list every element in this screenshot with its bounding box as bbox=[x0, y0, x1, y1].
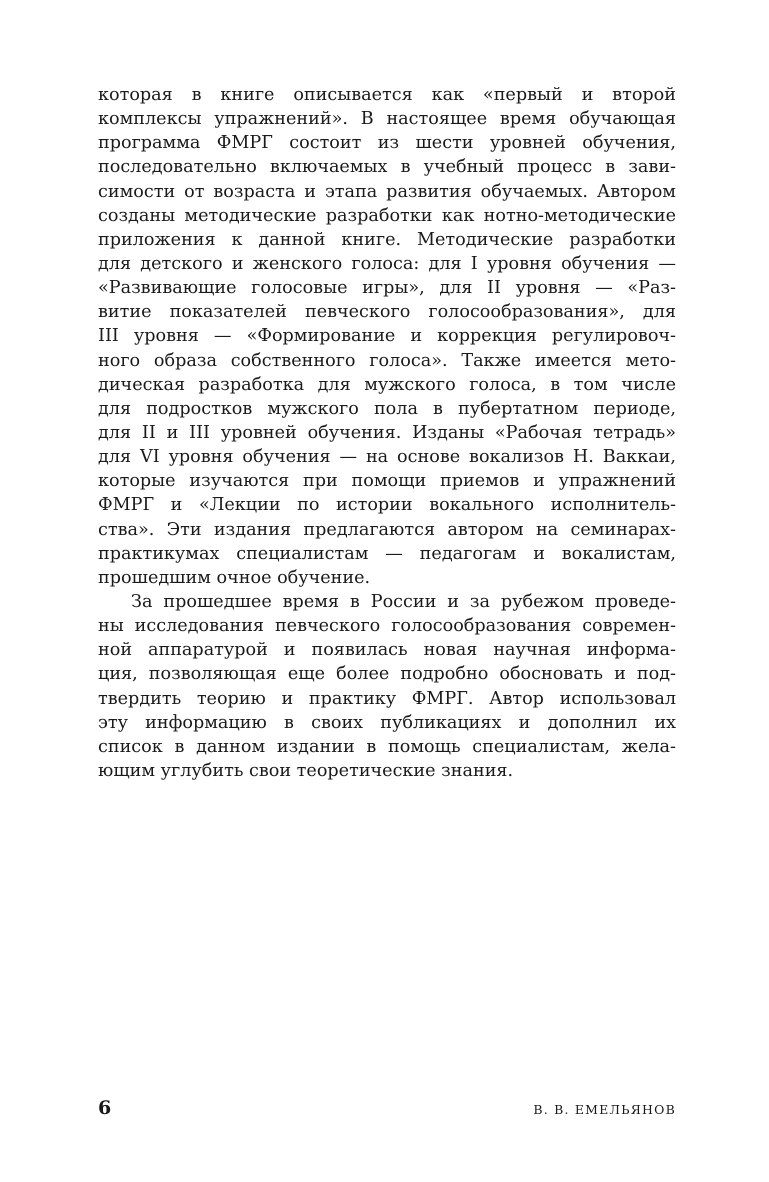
text-line: эту информацию в своих публикациях и дополнил их bbox=[98, 712, 676, 733]
text-line: твердить теорию и практику ФМРГ. Автор использовал bbox=[98, 688, 676, 709]
text-line: список в данном издании в помощь специалистам, жела- bbox=[98, 736, 676, 757]
text-line: ФМРГ и «Лекции по истории вокального исполнитель- bbox=[98, 495, 676, 516]
text-line: ства». Эти издания предлагаются автором на семинарах- bbox=[98, 519, 676, 540]
text-line: для детского и женского голоса: для I уровня обучения — bbox=[98, 253, 676, 274]
text-line: которая в книге описывается как «первый и второй bbox=[98, 85, 676, 105]
text-line: практикумах специалистам — педагогам и вокалистам, bbox=[98, 543, 676, 564]
text-line: для VI уровня обучения — на основе вокализов Н. Ваккаи, bbox=[98, 447, 676, 468]
text-line: симости от возраста и этапа развития обучаемых. Автором bbox=[98, 181, 676, 202]
text-line: программа ФМРГ состоит из шести уровней обучения, bbox=[98, 133, 676, 154]
running-footer-author: В. В. ЕМЕЛЬЯНОВ bbox=[533, 1102, 676, 1117]
body-text bbox=[98, 83, 676, 783]
text-line: За прошедшее время в России и за рубежом проведе- bbox=[131, 591, 676, 612]
text-line: «Развивающие голосовые игры», для II уровня — «Раз- bbox=[98, 278, 676, 299]
text-line: дическая разработка для мужского голоса, в том числе bbox=[98, 374, 676, 395]
page-number: 6 bbox=[98, 1097, 112, 1119]
text-line: ция, позволяющая еще более подробно обосновать и под- bbox=[98, 664, 676, 685]
text-line: III уровня — «Формирование и коррекция регулировоч- bbox=[98, 326, 676, 347]
text-line: последовательно включаемых в учебный процесс в зави- bbox=[98, 157, 676, 178]
paragraph-1 bbox=[98, 83, 676, 590]
text-line: ной аппаратурой и появилась новая научная информа- bbox=[98, 640, 676, 661]
text-line: ного образа собственного голоса». Также имеется мето- bbox=[98, 350, 676, 371]
text-line: для II и III уровней обучения. Изданы «Рабочая тетрадь» bbox=[98, 422, 676, 443]
text-line: витие показателей певческого голосообразования», для bbox=[98, 302, 676, 323]
text-line: созданы методические разработки как нотно-методические bbox=[98, 205, 676, 226]
text-line: прошедшим очное обучение. bbox=[98, 567, 371, 588]
text-line: для подростков мужского пола в пубертатном периоде, bbox=[98, 398, 676, 419]
text-line: которые изучаются при помощи приемов и упражнений bbox=[98, 471, 676, 492]
text-line: ны исследования певческого голосообразования современ- bbox=[98, 616, 676, 637]
text-line: комплексы упражнений». В настоящее время обучающая bbox=[98, 109, 676, 130]
paragraph-2 bbox=[98, 590, 676, 783]
text-line: приложения к данной книге. Методические разработки bbox=[98, 229, 676, 250]
text-line: ющим углубить свои теоретические знания. bbox=[98, 760, 514, 781]
